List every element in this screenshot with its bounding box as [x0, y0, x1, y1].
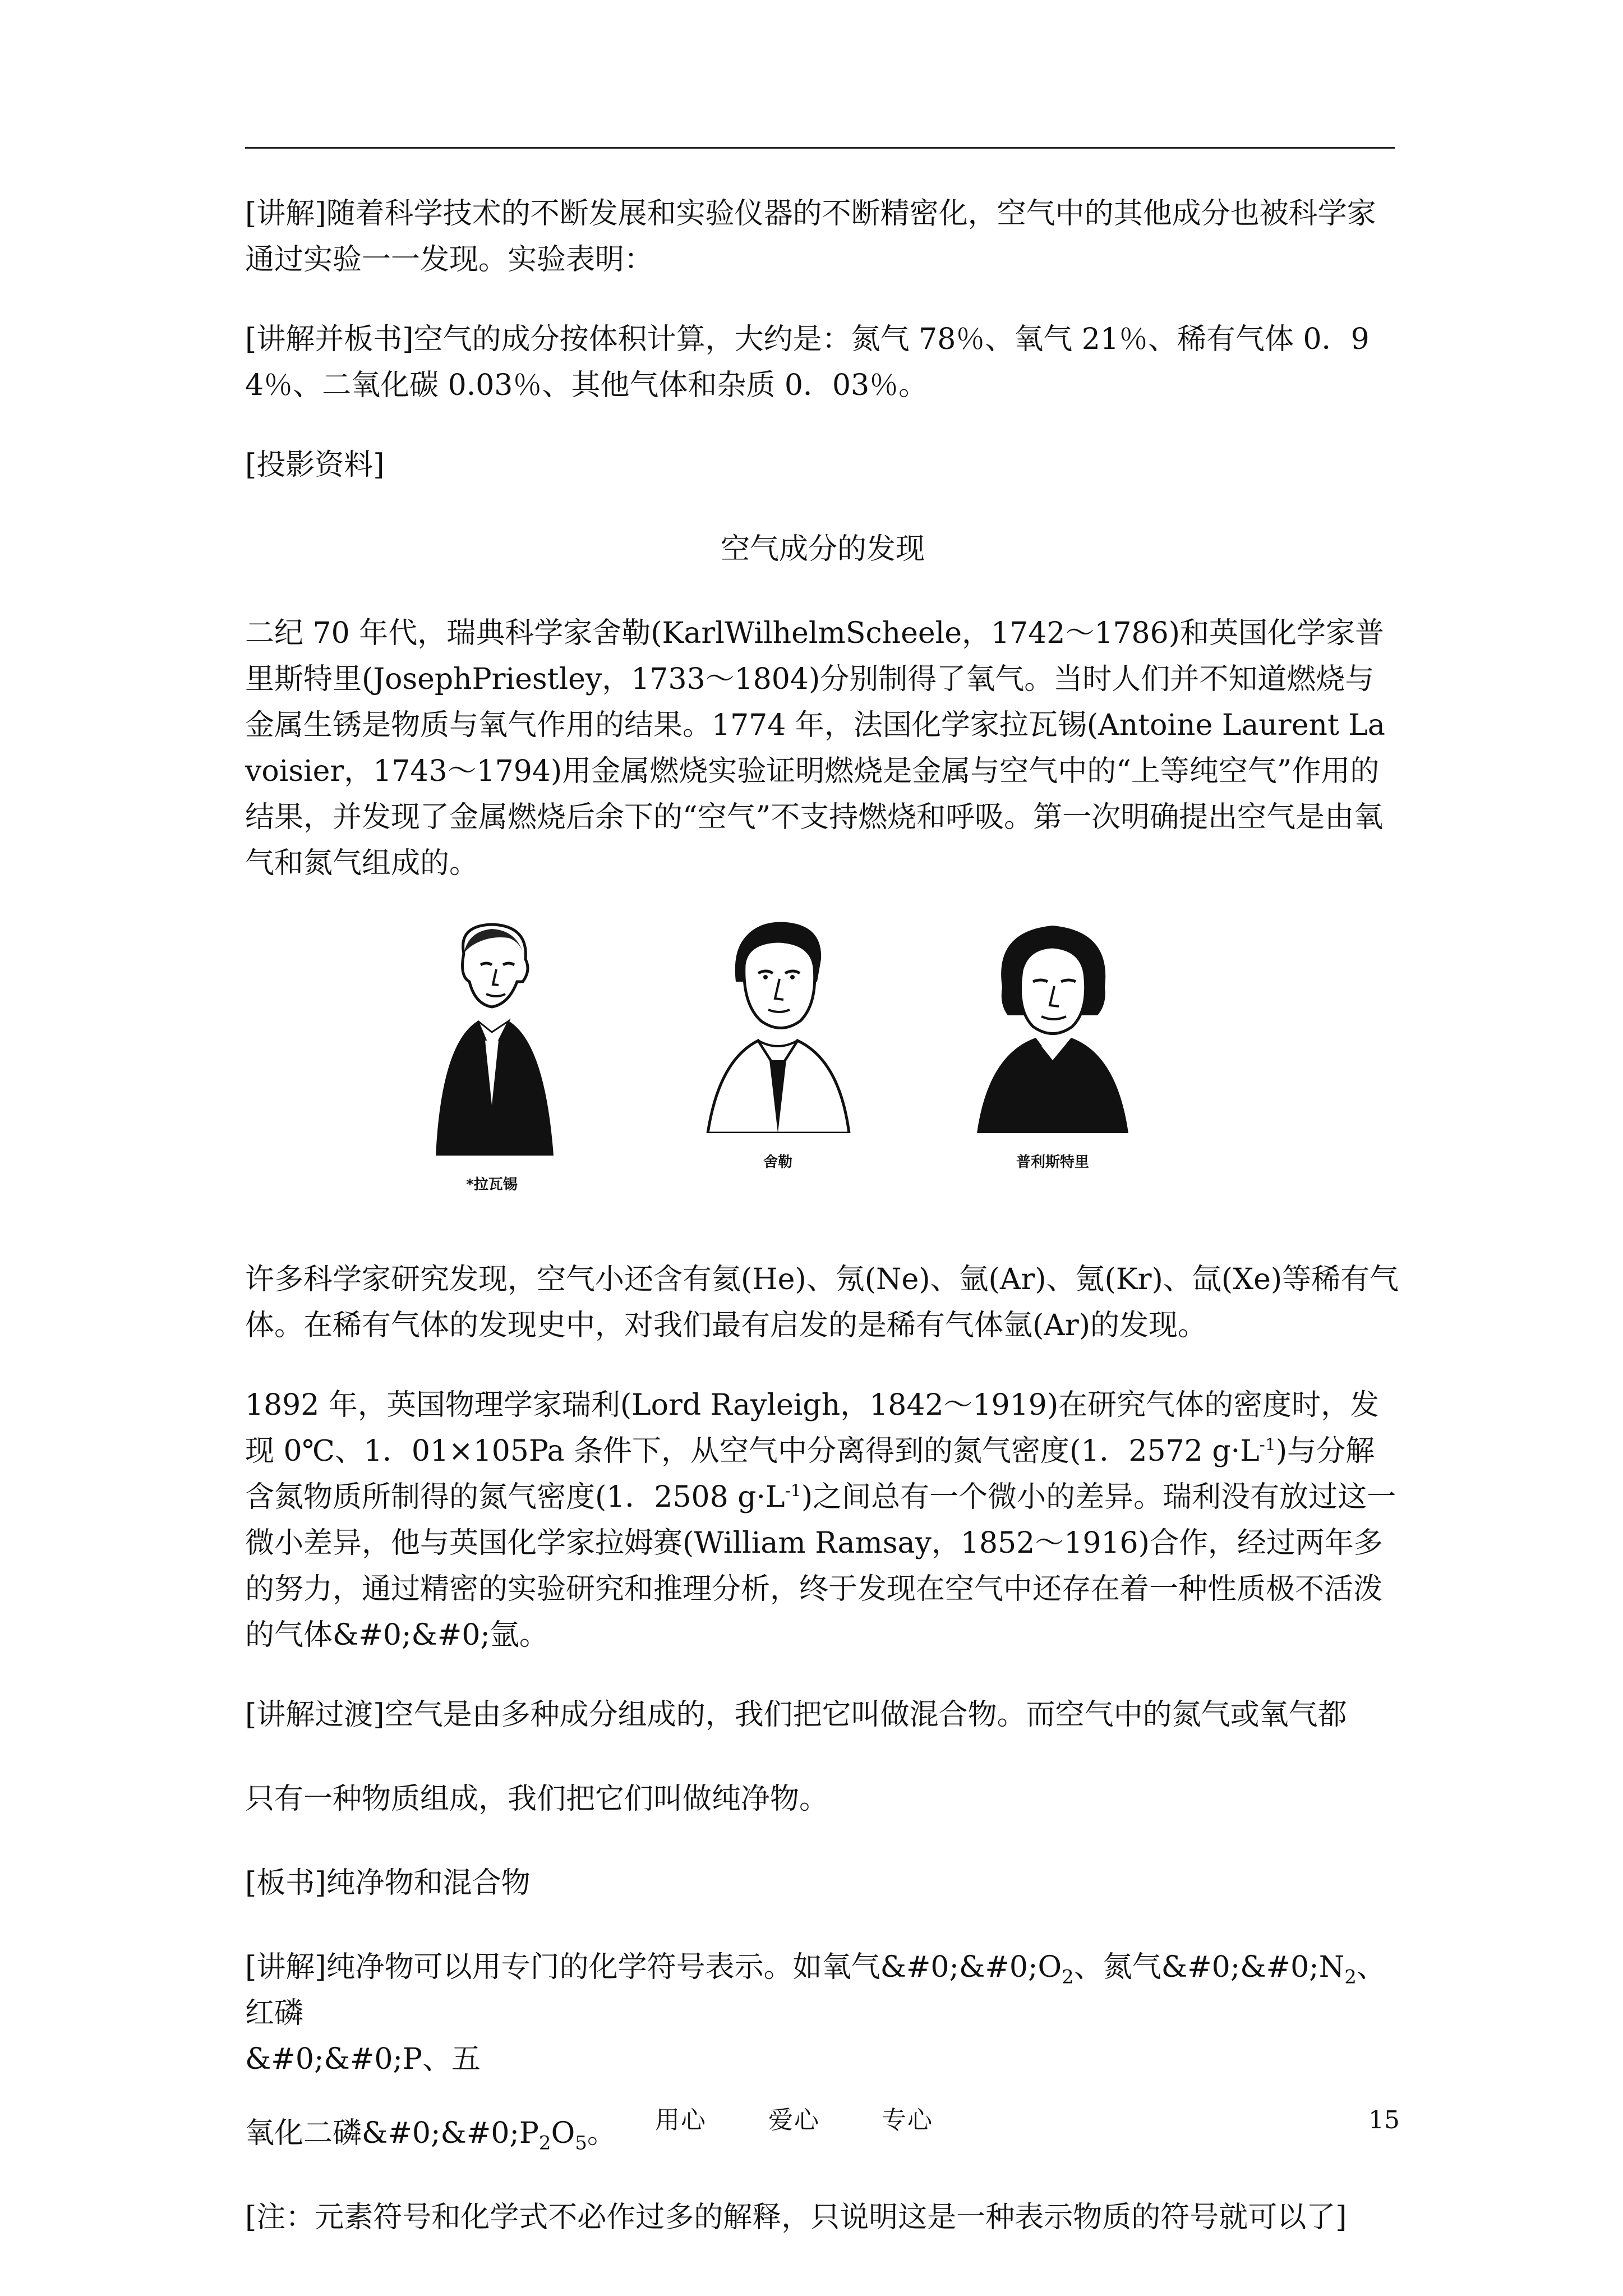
nitrogen-subscript: 2	[1344, 1966, 1357, 1989]
argon-text-part-2: )与分解含氮物质所制得的氮气密度(1．2508 g·L	[245, 1434, 1375, 1514]
caption-lavoisier: *拉瓦锡	[466, 1176, 518, 1193]
motto-word-1: 用心	[655, 2106, 707, 2134]
paragraph-air-composition: [讲解并板书]空气的成分按体积计算，大约是：氮气 78％、氧气 21％、稀有气体 0．94％、二氧化碳 0.03％、其他气体和杂质 0．03％。	[245, 323, 1370, 402]
motto-word-2: 爱心	[768, 2106, 820, 2134]
paragraph-board-heading: [板书]纯净物和混合物	[245, 1866, 531, 1900]
document-body	[245, 191, 1400, 2274]
paragraph-pure-substance: 只有一种物质组成，我们把它们叫做纯净物。	[245, 1782, 829, 1816]
unit-exponent-2: -1	[785, 1481, 801, 1501]
portrait-lavoisier	[408, 920, 576, 1194]
paragraph-lecture-intro: [讲解]随着科学技术的不断发展和实验仪器的不断精密化，空气中的其他成分也被科学家通过实验一一发现。实验表明：	[245, 197, 1376, 277]
paragraph-chemical-symbols	[245, 1944, 1400, 2082]
portrait-priestley	[969, 920, 1137, 1171]
argon-text-part-1: 1892 年，英国物理学家瑞利(Lord Rayleigh，1842～1919)在研究气体的密度时，发现 0℃、1．01×105Pa 条件下，从空气中分离得到的氮气密度(1．2572 g·L	[245, 1388, 1380, 1468]
priestley-portrait-image	[977, 920, 1128, 1133]
paragraph-noble-gases: 许多科学家研究发现，空气小还含有氦(He)、氖(Ne)、氩(Ar)、氪(Kr)、氙(Xe)等稀有气体。在稀有气体的发现史中，对我们最有启发的是稀有气体氩(Ar)的发现。	[245, 1263, 1399, 1342]
paragraph-oxygen-discovery: 二纪 70 年代，瑞典科学家舍勒(KarlWilhelmScheele，1742～1786)和英国化学家普里斯特里(JosephPriestley，1733～1804)分别制得了氧气。当时人们并不知道燃烧与金属生锈是物质与氧气作用的结果。1774 年，法国化学家拉瓦锡(Antoine Laurent Lavoisier，1743～1794)用金属燃烧实验证明燃烧是金属与空气中的“上等纯空气”作用的结果，并发现了金属燃烧后余下的“空气”不支持燃烧和呼吸。第一次明确提出空气是由氧气和氮气组成的。	[245, 616, 1385, 880]
symbols-text-part-4: &#0;&#0;P、五	[245, 2042, 481, 2076]
lavoisier-portrait-image	[425, 920, 559, 1156]
portrait-scheele	[694, 920, 862, 1171]
paragraph-projection-label: [投影资料]	[245, 448, 385, 482]
header-rule	[245, 147, 1395, 149]
caption-scheele: 舍勒	[763, 1154, 792, 1171]
scheele-portrait-image	[702, 920, 854, 1133]
paragraph-argon-discovery	[245, 1382, 1400, 1658]
p2o5-subscript-5: 5	[575, 2132, 587, 2155]
p2o5-text-part-1: 氧化二磷&#0;&#0;P	[245, 2116, 539, 2150]
symbols-text-part-2: 、氮气&#0;&#0;N	[1073, 1950, 1345, 1984]
scientist-portraits-figure	[245, 920, 1400, 1234]
symbols-text-part-3: 、红磷	[245, 1950, 1386, 2030]
section-title: 空气成分的发现	[720, 532, 925, 566]
footer-motto	[655, 2104, 933, 2137]
motto-word-3: 专心	[882, 2106, 933, 2134]
paragraph-teaching-note: [注：元素符号和化学式不必作过多的解释，只说明这是一种表示物质的符号就可以了]	[245, 2201, 1347, 2234]
page-number: 15	[1368, 2106, 1400, 2134]
unit-exponent-1: -1	[1259, 1435, 1276, 1455]
p2o5-text-part-2: O	[551, 2116, 575, 2150]
paragraph-mixture-transition: [讲解过渡]空气是由多种成分组成的，我们把它叫做混合物。而空气中的氮气或氧气都	[245, 1698, 1347, 1732]
caption-priestley: 普利斯特里	[1016, 1154, 1089, 1171]
oxygen-subscript: 2	[1062, 1966, 1074, 1989]
argon-text-part-3: )之间总有一个微小的差异。瑞利没有放过这一微小差异，他与英国化学家拉姆赛(William Ramsay，1852～1916)合作，经过两年多的努力，通过精密的实验研究和推理分析，终于发现在空气中还存在着一种性质极不活泼的气体&#0;&#0;氩。	[245, 1480, 1396, 1652]
p2o5-subscript-2: 2	[538, 2132, 551, 2155]
symbols-text-part-1: [讲解]纯净物可以用专门的化学符号表示。如氧气&#0;&#0;O	[245, 1950, 1062, 1984]
p2o5-text-part-3: 。	[587, 2116, 616, 2150]
